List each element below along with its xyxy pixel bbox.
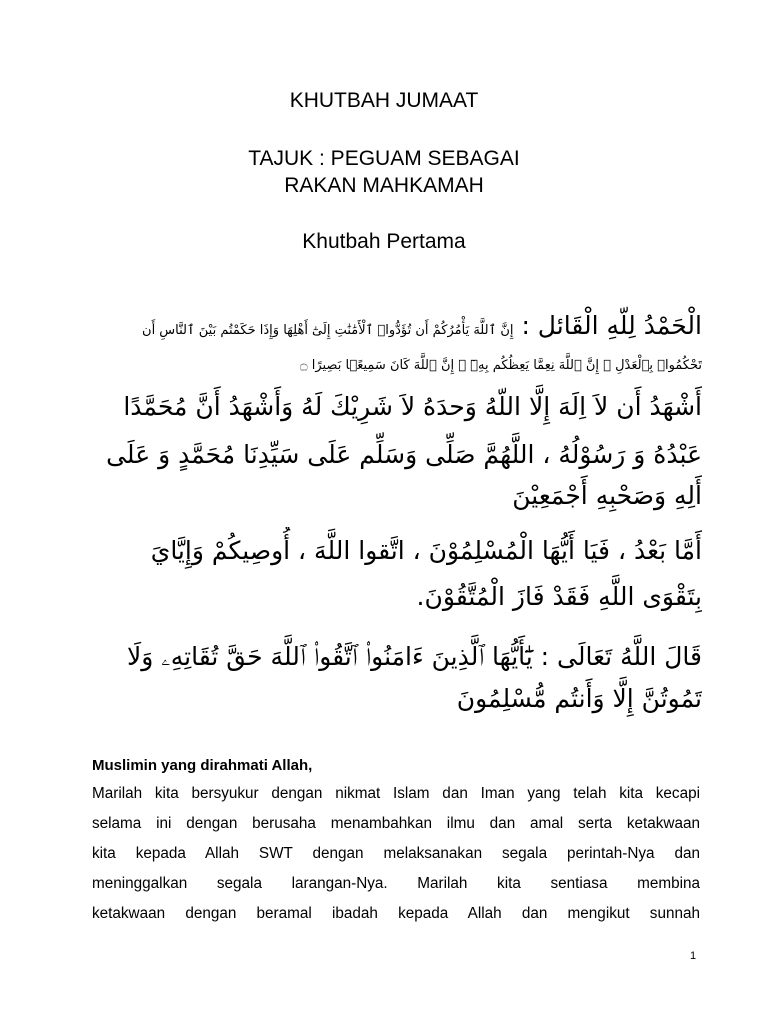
body-line: kita kepada Allah SWT dengan melaksanakan segala perintah-Nya dan <box>92 845 700 862</box>
body-line: ketakwaan dengan beramal ibadah kepada Allah dan mengikut sunnah <box>92 905 700 922</box>
page-number: 1 <box>690 950 697 962</box>
body-line: selama ini dengan berusaha menambahkan ilmu dan amal serta ketakwaan <box>92 815 700 832</box>
arabic-verse-part-1: إِنَّ ٱللَّهَ يَأْمُرُكُمْ أَن تُؤَدُّوا۟ ٱلْأَمَٰنَٰتِ إِلَىٰٓ أَهْلِهَا وَإِذَا حَكَمْتُم بَيْنَ ٱلنَّاسِ أَن <box>142 323 514 338</box>
arabic-shahada-line-2: عَبْدُهُ وَ رَسُوْلُهُ ، اللَّهُمَّ صَلِّى وَسَلِّم عَلَى سَيِّدِنَا مُحَمَّدٍ وَ عَلَى <box>106 440 702 469</box>
arabic-quran-line-2: تَمُوتُنَّ إِلَّا وَأَنتُم مُّسْلِمُونَ <box>456 684 702 713</box>
topic-line-2: RAKAN MAHKAMAH <box>284 174 484 197</box>
arabic-wasiat-line-1: أَمَّا بَعْدُ ، فَيَا أَيُّهَا الْمُسْلِمُوْنَ ، اتَّقوا اللَّهَ ، أُوصِيكُمْ وَإِيَّايَ <box>150 536 702 565</box>
arabic-wasiat-line-2: بِتَقْوَى اللَّهِ فَقَدْ فَازَ الْمُتَّقُوْنَ. <box>416 582 702 611</box>
arabic-shahada-line-3: أَلِهِ وَصَحْبِهِ أَجْمَعِيْنَ <box>512 481 702 510</box>
arabic-praise: الْحَمْدُ لِلّهِ الْقَائل : <box>521 311 702 340</box>
document-title: KHUTBAH JUMAAT <box>289 89 479 112</box>
section-subtitle: Khutbah Pertama <box>302 230 466 253</box>
arabic-verse-part-2: تَحْكُمُوا۟ بِٱلْعَدْلِ ۚ إِنَّ ٱللَّهَ نِعِمَّا يَعِظُكُم بِهِۦٓ ۗ إِنَّ ٱللَّهَ كَانَ سَمِيعًۢا بَصِيرًا ۝ <box>299 358 702 373</box>
body-line: Marilah kita bersyukur dengan nikmat Islam dan Iman yang telah kita kecapi <box>92 785 700 802</box>
body-line: meninggalkan segala larangan-Nya. Marilah kita sentiasa membina <box>92 875 700 892</box>
topic-line-1: TAJUK : PEGUAM SEBAGAI <box>248 147 520 170</box>
arabic-quran-line-1: قَالَ اللَّهُ تَعَالَى : يَٰٓأَيُّهَا ٱلَّذِينَ ءَامَنُوا۟ ٱتَّقُوا۟ ٱللَّهَ حَقَّ تُقَاتِهِۦ وَلَا <box>126 642 702 671</box>
arabic-line-1 <box>92 306 702 351</box>
section-heading: Muslimin yang dirahmati Allah, <box>92 757 313 774</box>
arabic-shahada-line-1: أَشْهَدُ أَن لاَ اِلَهَ إِلَّا اللّهُ وَحدَهُ لاَ شَرِيْكَ لَهُ وَأَشْهَدُ أَنَّ مُحَمَّدًا <box>123 392 702 421</box>
